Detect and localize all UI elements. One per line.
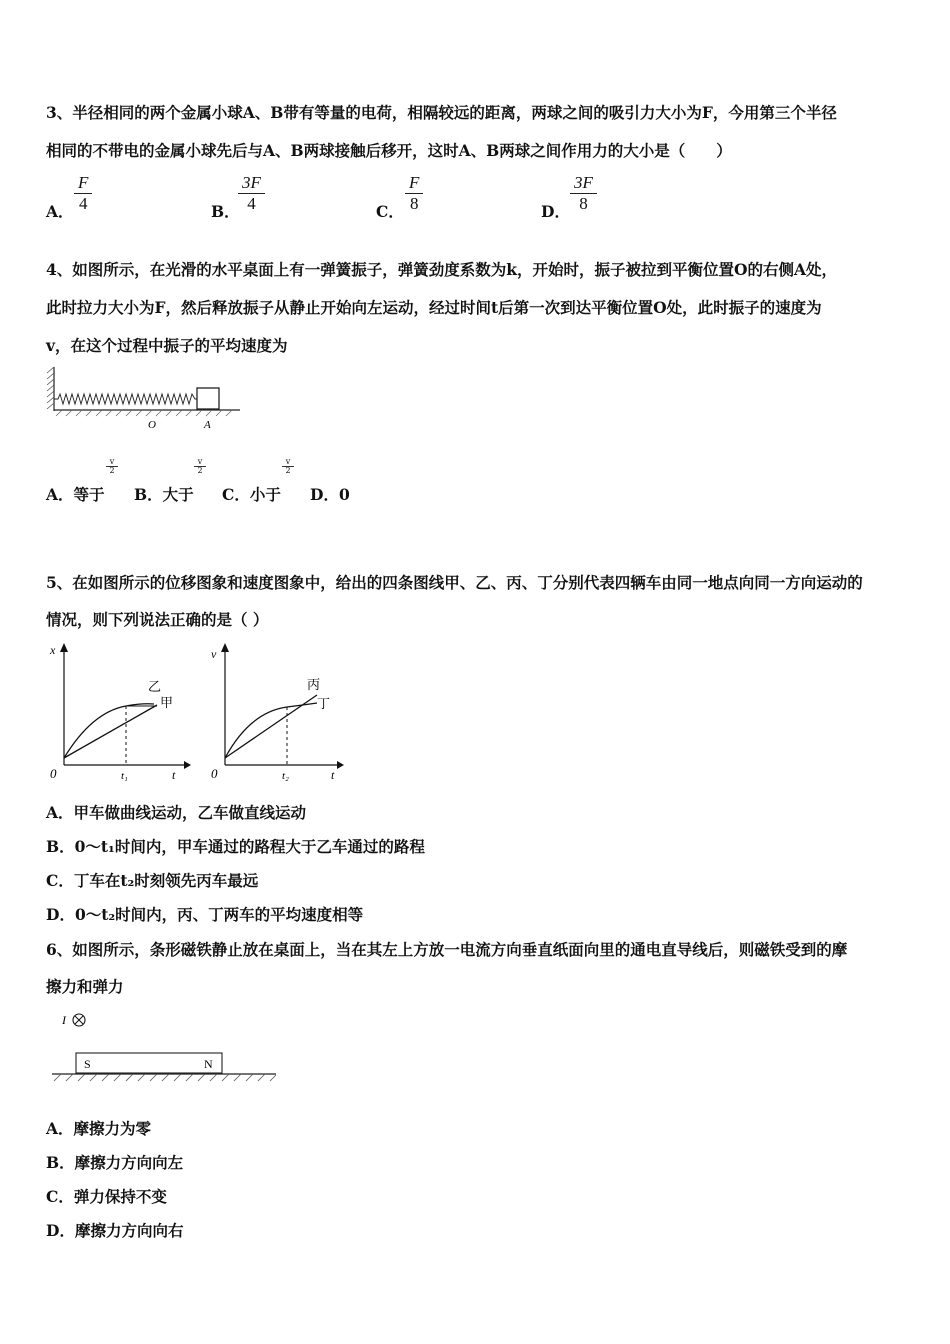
g2-origin-label: 0 <box>211 766 218 781</box>
g2-tick-label: t₂ <box>282 770 289 782</box>
spring-oscillator-figure <box>44 365 244 435</box>
q3-option-c-label: C． <box>376 202 404 221</box>
g2-curve-label: 丁 <box>317 697 331 712</box>
q5-option-a: A．甲车做曲线运动，乙车做直线运动 <box>46 803 307 822</box>
q5-stem-line2: 情况，则下列说法正确的是（ ） <box>46 610 269 629</box>
q3-option-c-fraction: $\frac{F}{8}$ <box>405 173 423 214</box>
q6-option-a: A．摩擦力为零 <box>46 1119 152 1138</box>
velocity-time-graph <box>205 640 355 782</box>
q3-option-d-fraction: $\frac{3F}{8}$ <box>570 173 597 214</box>
q4-option-a-fraction: $\frac{v}{2}$ <box>106 458 118 475</box>
q3-stem-line2: 相同的不带电的金属小球先后与A、B两球接触后移开，这时A、B两球之间作用力的大小是（ ） <box>46 141 732 160</box>
q6-stem-line2: 擦力和弹力 <box>46 977 124 996</box>
bar-magnet-figure <box>50 1008 280 1088</box>
g1-curve-label: 甲 <box>160 696 174 711</box>
q4-stem-line3: v，在这个过程中振子的平均速度为 <box>46 336 288 355</box>
q4-option-c-fraction: $\frac{v}{2}$ <box>282 458 294 475</box>
q4-stem-line1: 4、如图所示，在光滑的水平桌面上有一弹簧振子，弹簧劲度系数为k，开始时，振子被拉到平衡位置O的右侧A处， <box>46 260 838 279</box>
q5-option-c: C．丁车在t₂时刻领先丙车最远 <box>46 871 259 890</box>
g2-x-axis-label: t <box>331 768 335 782</box>
q3-option-a-fraction: $\frac{F}{4}$ <box>74 173 92 214</box>
label-o: O <box>148 419 156 431</box>
g1-x-axis-label: t <box>172 768 176 782</box>
magnet-s-pole: S <box>84 1057 91 1071</box>
q4-option-c-label: C．小于 <box>222 485 281 504</box>
q3-stem-line1: 3、半径相同的两个金属小球A、B带有等量的电荷，相隔较远的距离，两球之间的吸引力大小为F，今用第三个半径 <box>46 103 837 122</box>
current-label: I <box>62 1013 66 1027</box>
q5-option-b: B．0～t₁时间内，甲车通过的路程大于乙车通过的路程 <box>46 837 425 856</box>
q5-option-d: D．0～t₂时间内，丙、丁两车的平均速度相等 <box>46 905 364 924</box>
current-into-page-icon <box>73 1014 85 1026</box>
q6-option-c: C．弹力保持不变 <box>46 1187 167 1206</box>
q4-option-d-label: D．0 <box>310 485 350 504</box>
magnet-n-pole: N <box>204 1057 213 1071</box>
g1-line-label: 乙 <box>148 680 162 695</box>
q3-option-b-fraction: $\frac{3F}{4}$ <box>238 173 265 214</box>
g1-origin-label: 0 <box>50 766 57 781</box>
g2-line-label: 丙 <box>307 678 321 693</box>
q6-option-d: D．摩擦力方向向右 <box>46 1221 184 1240</box>
g2-y-axis-label: v <box>211 647 217 661</box>
g1-y-axis-label: x <box>50 643 56 657</box>
displacement-time-graph <box>44 640 194 782</box>
q5-stem-line1: 5、在如图所示的位移图象和速度图象中，给出的四条图线甲、乙、丙、丁分别代表四辆车由同一地点向同一方向运动的 <box>46 573 863 592</box>
q4-option-a-label: A．等于 <box>46 485 105 504</box>
q4-stem-line2: 此时拉力大小为F，然后释放振子从静止开始向左运动，经过时间t后第一次到达平衡位置O处，此时振子的速度为 <box>46 298 822 317</box>
q4-option-b-fraction: $\frac{v}{2}$ <box>194 458 206 475</box>
g1-tick-label: t₁ <box>121 770 128 782</box>
q4-option-b-label: B．大于 <box>134 485 194 504</box>
q6-stem-line1: 6、如图所示，条形磁铁静止放在桌面上，当在其左上方放一电流方向垂直纸面向里的通电直导线后，则磁铁受到的摩 <box>46 940 848 959</box>
q6-option-b: B．摩擦力方向向左 <box>46 1153 184 1172</box>
q3-option-a-label: A． <box>46 202 74 221</box>
q3-option-b-label: B． <box>211 202 240 221</box>
label-a: A <box>204 419 211 431</box>
q3-option-d-label: D． <box>541 202 570 221</box>
